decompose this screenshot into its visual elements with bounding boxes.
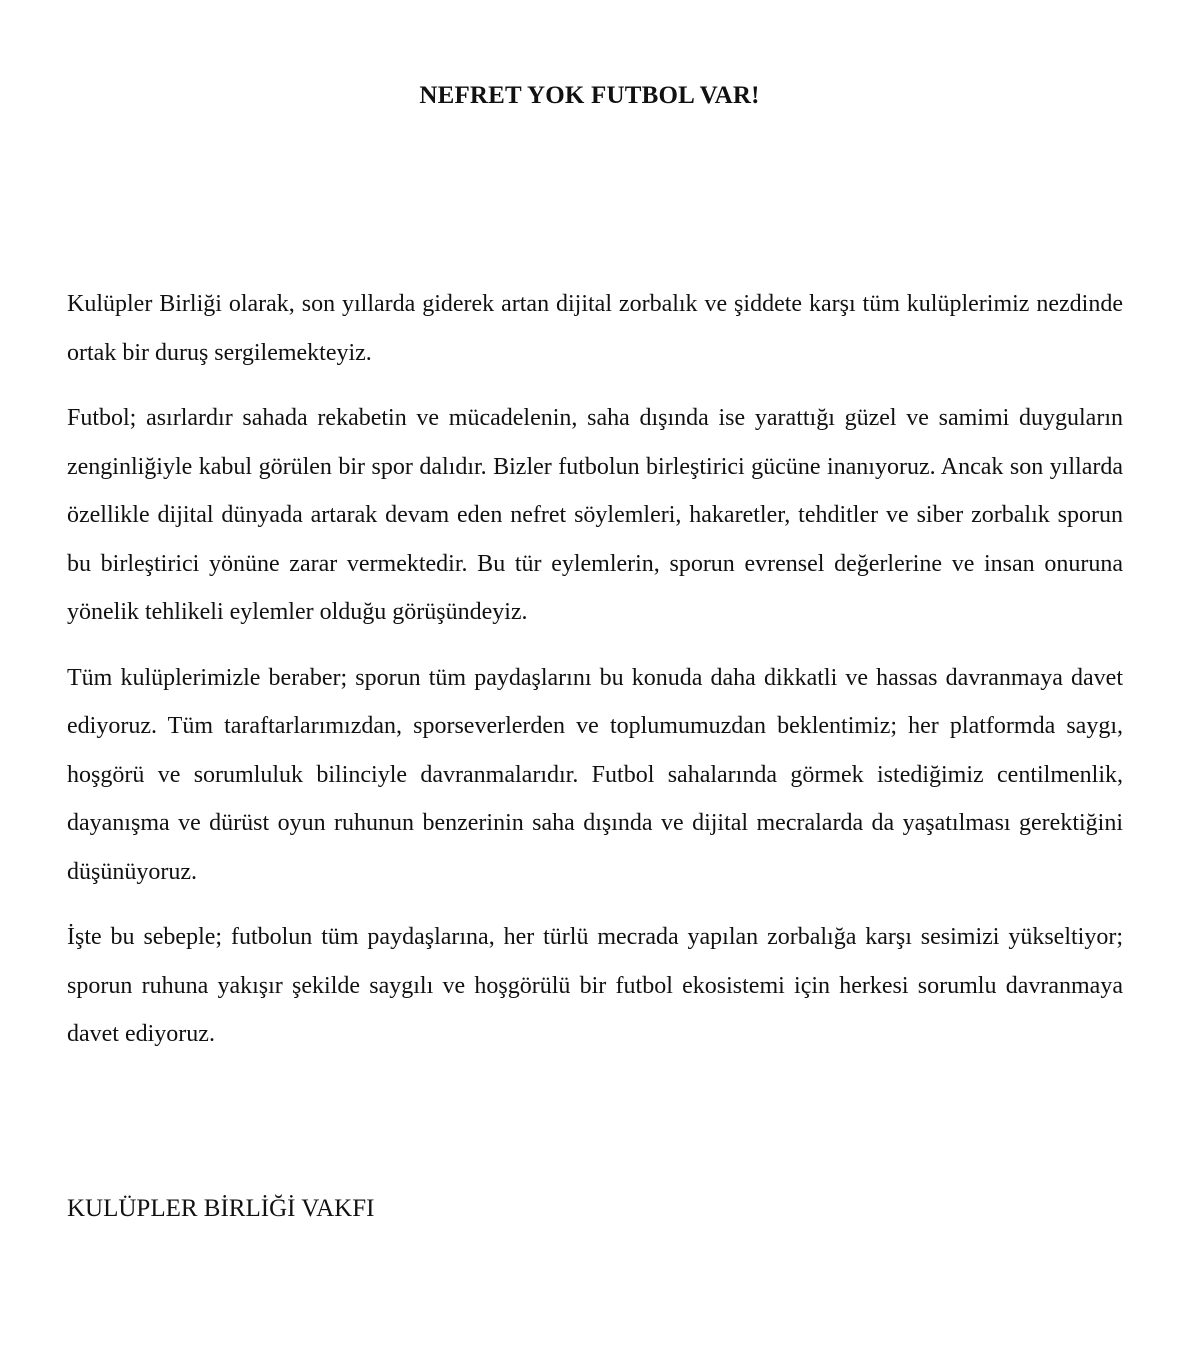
document-title: NEFRET YOK FUTBOL VAR! <box>419 82 760 109</box>
paragraph-call-to-stakeholders: Tüm kulüplerimizle beraber; sporun tüm paydaşlarını bu konuda daha dikkatli ve hassas davranmaya davet ediyoruz. Tüm taraftarlarımızdan, sporseverlerden ve toplumumuzdan beklentimiz; her platformda saygı, hoşgörü ve sorumluluk bilinciyle davranmalarıdır. Futbol sahalarında görmek istediğimiz centilmenlik, dayanışma ve dürüst oyun ruhunun benzerinin saha dışında ve dijital mecralarda da yaşatılması gerektiğini düşünüyoruz. <box>67 664 1123 885</box>
paragraph-football: Futbol; asırlardır sahada rekabetin ve mücadelenin, saha dışında ise yarattığı güzel ve samimi duyguların zenginliğiyle kabul görülen bir spor dalıdır. Bizler futbolun birleştirici gücüne inanıyoruz. Ancak son yıllarda özellikle dijital dünyada artarak devam eden nefret söylemleri, hakaretler, tehditler ve siber zorbalık sporun bu birleştirici yönüne zarar vermektedir. Bu tür eylemlerin, sporun evrensel değerlerine ve insan onuruna yönelik tehlikeli eylemler olduğu görüşündeyiz. <box>67 405 1123 625</box>
document-signature: KULÜPLER BİRLİĞİ VAKFI <box>67 1195 375 1222</box>
paragraph-conclusion: İşte bu sebeple; futbolun tüm paydaşlarına, her türlü mecrada yapılan zorbalığa karşı sesimizi yükseltiyor; sporun ruhuna yakışır şekilde saygılı ve hoşgörülü bir futbol ekosistemi için herkesi sorumlu davranmaya davet ediyoruz. <box>67 924 1123 1047</box>
document-body <box>67 280 1123 1077</box>
paragraph-intro: Kulüpler Birliği olarak, son yıllarda giderek artan dijital zorbalık ve şiddete karşı tüm kulüplerimiz nezdinde ortak bir duruş sergilemekteyiz. <box>67 291 1123 366</box>
